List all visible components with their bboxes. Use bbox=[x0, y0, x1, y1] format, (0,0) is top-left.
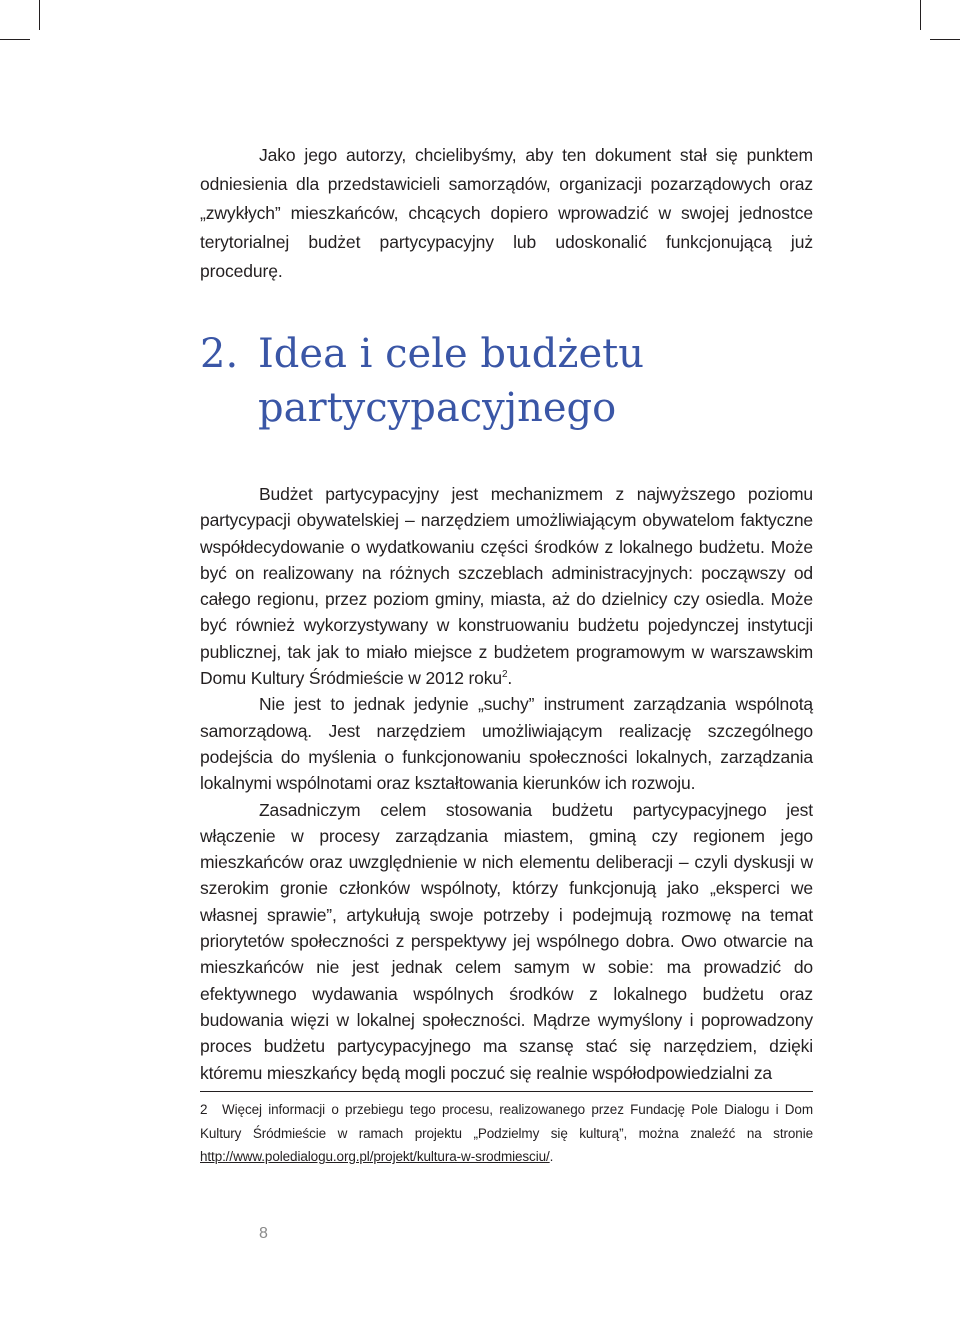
paragraph-1-text: Budżet partycypacyjny jest mechanizmem z najwyższego poziomu partycypacji obywatelskiej – narzędziem umożliwiającym obywatelom faktyczne współdecydowanie o wydatkowaniu części środków z lokalnego budżetu. Może być on realizowany na różnych szczeblach administracyjnych: począwszy od całego regionu, przez poziom gminy, miasta, aż do dzielnicy czy osiedla. Może być również wykorzystywany w konstruowaniu budżetu pojedynczej instytucji publicznej, tak jak to miało miejsce z budżetem programowym w warszawskim Domu Kultury Śródmieście w 2012 roku bbox=[200, 484, 813, 689]
section-number: 2. bbox=[200, 331, 239, 377]
page-number: 8 bbox=[259, 1225, 268, 1242]
footnote-reference[interactable]: 2 bbox=[501, 669, 508, 681]
footnote-end: . bbox=[549, 1149, 554, 1164]
section-heading bbox=[200, 327, 820, 435]
intro-paragraph: Jako jego autorzy, chcielibyśmy, aby ten dokument stał się punktem odniesienia dla przedstawicieli samorządów, organizacji pozarządowych oraz „zwykłych” mieszkańców, chcących dopiero wprowadzić w swojej jednostce terytorialnej budżet partycypacyjny lub udoskonalić funkcjonującą już procedurę. bbox=[200, 145, 813, 281]
body-paragraph-3: Zasadniczym celem stosowania budżetu partycypacyjnego jest włączenie w procesy zarządzania miastem, gminą czy regionem jego mieszkańców oraz uwzględnienie w nich elementu deliberacji – czyli dyskusji w szerokim gronie członków wspólnoty, którzy funkcjonują jako „eksperci we własnej sprawie”, artykułują swoje potrzeby i podejmują rozmowę na temat priorytetów społeczności z perspektywy jej wspólnego dobra. Owo otwarcie na mieszkańców nie jest jednak celem samym w sobie: ma prowadzić do efektywnego wydawania wspólnych środków z lokalnego budżetu oraz budowania więzi w lokalnej społeczności. Mądrze wymyślony i poprowadzony proces budżetu partycypacyjnego ma szansę stać się narzędziem, dzięki któremu mieszkańcy będą mogli poczuć się realnie współodpowiedzialni za bbox=[200, 799, 813, 1083]
footnote-number: 2 bbox=[200, 1102, 208, 1117]
section-title-line2: partycypacyjnego bbox=[258, 385, 617, 431]
footnote-link[interactable]: http://www.poledialogu.org.pl/projekt/kultura-w-srodmiesciu/ bbox=[200, 1149, 550, 1164]
crop-mark-top-right-horizontal bbox=[930, 39, 960, 40]
section-title-line1: Idea i cele budżetu bbox=[258, 331, 644, 377]
body-paragraph-2: Nie jest to jednak jedynie „suchy” instrument zarządzania wspólnotą samorządową. Jest narzędziem umożliwiającym realizację szczególnego podejścia do myślenia o funkcjonowaniu społeczności lokalnych, zarządzania lokalnymi wspólnotami oraz kształtowania kierunków ich rozwoju. bbox=[200, 694, 813, 794]
footnote-text: Więcej informacji o przebiegu tego procesu, realizowanego przez Fundację Pole Dialogu i Dom Kultury Śródmieście w ramach projektu „Podzielmy się kulturą”, można znaleźć na stronie bbox=[200, 1102, 813, 1141]
footnote bbox=[200, 1098, 813, 1169]
paragraph-1-end: . bbox=[507, 668, 513, 689]
body-paragraph-1 bbox=[200, 481, 813, 691]
crop-mark-top-right-vertical bbox=[920, 0, 921, 30]
section-body bbox=[200, 481, 813, 1086]
crop-mark-top-left-vertical bbox=[39, 0, 40, 30]
footnote-divider bbox=[200, 1091, 813, 1092]
crop-mark-top-left-horizontal bbox=[0, 39, 30, 40]
